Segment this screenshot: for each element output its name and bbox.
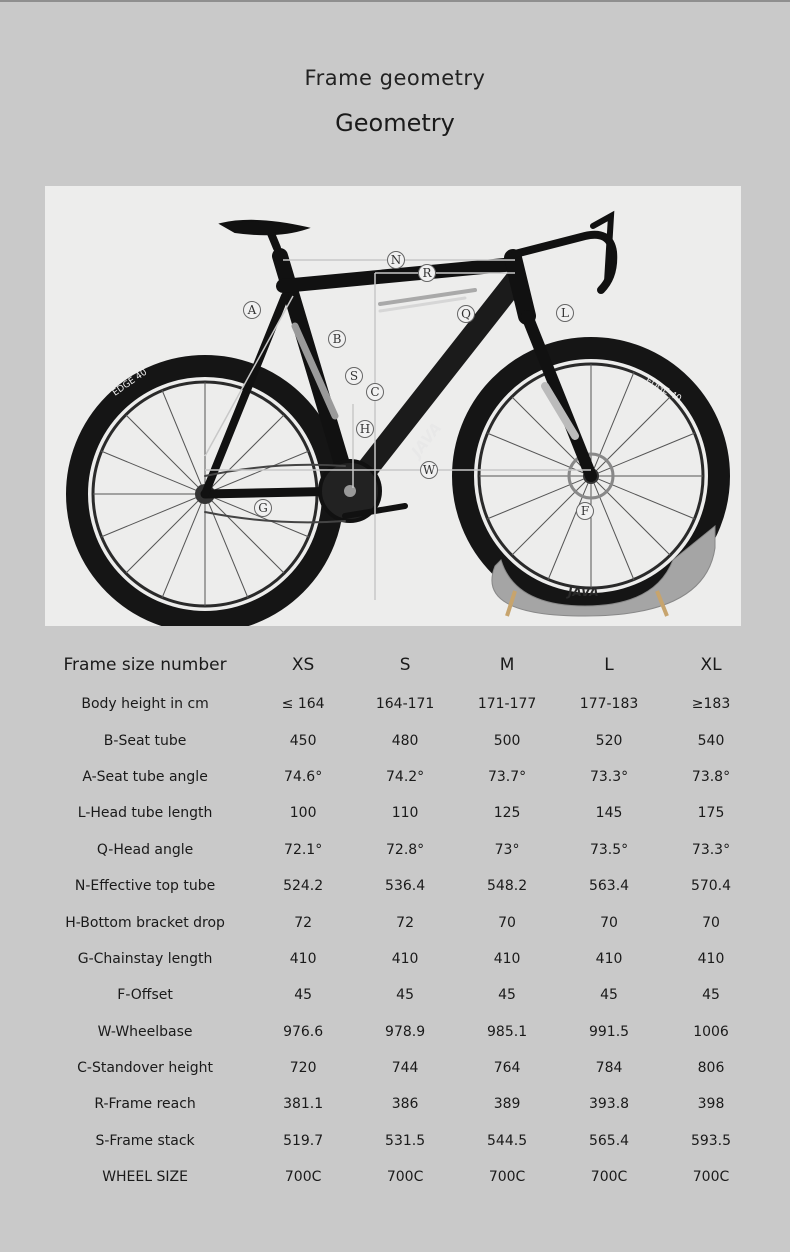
table-cell: 73.3° <box>691 841 731 858</box>
table-cell: 540 <box>697 732 725 749</box>
frame-brand-logo: JAVA <box>407 419 446 461</box>
table-cell: 764 <box>493 1060 521 1077</box>
table-row <box>38 941 762 977</box>
table-cell: 73.3° <box>589 768 629 785</box>
table-cell: 72 <box>396 914 414 931</box>
tire-text-front: EDGE 40 <box>643 375 683 405</box>
top-divider <box>0 0 790 2</box>
callout-q <box>458 306 475 323</box>
row-label: W-Wheelbase <box>97 1023 193 1040</box>
table-cell: 700C <box>488 1169 526 1186</box>
table-cell: 381.1 <box>283 1096 324 1113</box>
svg-text:B: B <box>332 332 342 346</box>
table-cell: 519.7 <box>283 1132 324 1149</box>
table-cell: ≤ 164 <box>281 696 325 713</box>
table-cell: 398 <box>697 1096 725 1113</box>
table-cell: 45 <box>702 987 720 1004</box>
table-row <box>38 904 762 940</box>
table-cell: 171-177 <box>477 696 537 713</box>
table-cell: 536.4 <box>385 878 426 895</box>
table-cell: ≥183 <box>691 696 731 713</box>
table-cell: 806 <box>697 1060 725 1077</box>
row-label: F-Offset <box>117 987 173 1004</box>
table-row <box>38 1159 762 1195</box>
row-label: L-Head tube length <box>77 805 213 822</box>
table-cell: 976.6 <box>283 1023 324 1040</box>
stand-brand-logo: JAVA <box>568 585 599 599</box>
callout-l <box>557 305 574 322</box>
svg-text:R: R <box>422 266 432 280</box>
svg-text:A: A <box>247 303 257 317</box>
svg-text:H: H <box>359 422 371 436</box>
table-cell: 410 <box>289 950 317 967</box>
table-cell: 410 <box>697 950 725 967</box>
table-row <box>38 759 762 795</box>
header-size-m: M <box>499 655 515 675</box>
table-cell: 700C <box>284 1169 322 1186</box>
svg-text:G: G <box>258 501 268 515</box>
table-cell: 548.2 <box>487 878 528 895</box>
bike-geometry-photo <box>45 186 741 626</box>
callout-c <box>367 384 384 401</box>
page-title: Geometry <box>335 109 455 137</box>
table-cell: 524.2 <box>283 878 324 895</box>
table-header-row <box>38 644 762 686</box>
svg-text:L: L <box>561 306 569 320</box>
table-cell: 531.5 <box>385 1132 426 1149</box>
table-cell: 744 <box>391 1060 419 1077</box>
table-cell: 45 <box>396 987 414 1004</box>
svg-text:W: W <box>422 463 436 477</box>
row-label: B-Seat tube <box>103 732 187 749</box>
table-cell: 985.1 <box>487 1023 528 1040</box>
table-cell: 100 <box>289 805 317 822</box>
table-cell: 410 <box>595 950 623 967</box>
header-size-l: L <box>604 655 614 675</box>
table-cell: 500 <box>493 732 521 749</box>
table-cell: 784 <box>595 1060 623 1077</box>
svg-text:N: N <box>390 253 402 267</box>
callout-f <box>577 503 594 520</box>
table-row <box>38 1014 762 1050</box>
callout-a <box>244 302 261 319</box>
table-cell: 978.9 <box>385 1023 426 1040</box>
table-row <box>38 722 762 758</box>
tire-text-rear: EDGE 40 <box>110 367 150 399</box>
table-row <box>38 977 762 1013</box>
table-cell: 700C <box>692 1169 730 1186</box>
table-cell: 73° <box>494 841 520 858</box>
table-cell: 700C <box>590 1169 628 1186</box>
table-row <box>38 1050 762 1086</box>
row-label: H-Bottom bracket drop <box>65 914 225 931</box>
svg-text:C: C <box>370 385 380 399</box>
svg-text:F: F <box>580 504 590 518</box>
callout-b <box>329 331 346 348</box>
table-cell: 177-183 <box>579 696 639 713</box>
header-size-s: S <box>399 655 411 675</box>
callout-s <box>346 368 363 385</box>
row-label: C-Standover height <box>77 1060 213 1077</box>
table-cell: 175 <box>697 805 725 822</box>
svg-text:Q: Q <box>461 307 471 321</box>
table-cell: 74.6° <box>284 768 323 785</box>
table-cell: 45 <box>498 987 516 1004</box>
table-cell: 593.5 <box>690 1132 732 1149</box>
table-row <box>38 1086 762 1122</box>
table-cell: 74.2° <box>386 768 425 785</box>
table-cell: 565.4 <box>588 1132 630 1149</box>
table-cell: 563.4 <box>588 878 630 895</box>
table-cell: 125 <box>493 805 521 822</box>
table-cell: 73.8° <box>691 768 731 785</box>
row-label: N-Effective top tube <box>74 878 216 895</box>
table-cell: 72.8° <box>386 841 425 858</box>
header-frame-size: Frame size number <box>63 655 227 675</box>
table-cell: 73.7° <box>487 768 527 785</box>
table-row <box>38 832 762 868</box>
table-cell: 45 <box>600 987 618 1004</box>
table-cell: 386 <box>391 1096 419 1113</box>
table-cell: 720 <box>289 1060 317 1077</box>
table-cell: 1006 <box>693 1023 729 1040</box>
table-cell: 72.1° <box>284 841 323 858</box>
table-row <box>38 868 762 904</box>
callout-r <box>419 265 436 282</box>
table-cell: 410 <box>391 950 419 967</box>
table-cell: 520 <box>595 732 623 749</box>
table-cell: 393.8 <box>588 1096 630 1113</box>
table-cell: 570.4 <box>690 878 732 895</box>
table-cell: 700C <box>386 1169 424 1186</box>
table-cell: 110 <box>391 805 419 822</box>
table-cell: 70 <box>702 914 720 931</box>
callout-g <box>255 500 272 517</box>
row-label: Q-Head angle <box>96 841 194 858</box>
table-cell: 73.5° <box>589 841 629 858</box>
row-label: A-Seat tube angle <box>82 768 208 785</box>
row-label: G-Chainstay length <box>77 950 213 967</box>
row-label: R-Frame reach <box>94 1096 196 1113</box>
callout-n <box>388 252 405 269</box>
table-cell: 410 <box>493 950 521 967</box>
table-cell: 544.5 <box>487 1132 528 1149</box>
table-cell: 45 <box>294 987 313 1004</box>
table-row <box>38 686 762 722</box>
table-cell: 450 <box>289 732 317 749</box>
callout-w <box>421 462 438 479</box>
table-cell: 145 <box>595 805 623 822</box>
table-cell: 480 <box>391 732 419 749</box>
row-label: WHEEL SIZE <box>102 1169 188 1186</box>
row-label: Body height in cm <box>81 696 209 713</box>
table-row <box>38 1123 762 1159</box>
svg-text:S: S <box>349 369 359 383</box>
table-cell: 70 <box>600 914 618 931</box>
table-cell: 72 <box>294 914 313 931</box>
callout-h <box>357 421 374 438</box>
table-cell: 389 <box>493 1096 521 1113</box>
row-label: S-Frame stack <box>95 1132 195 1149</box>
header-size-xl: XL <box>700 655 722 675</box>
header-size-xs: XS <box>291 655 315 675</box>
geometry-table <box>38 644 762 1195</box>
table-cell: 991.5 <box>588 1023 630 1040</box>
table-cell: 164-171 <box>375 696 435 713</box>
table-cell: 70 <box>498 914 516 931</box>
table-row <box>38 795 762 831</box>
page-subtitle: Frame geometry <box>304 66 486 90</box>
